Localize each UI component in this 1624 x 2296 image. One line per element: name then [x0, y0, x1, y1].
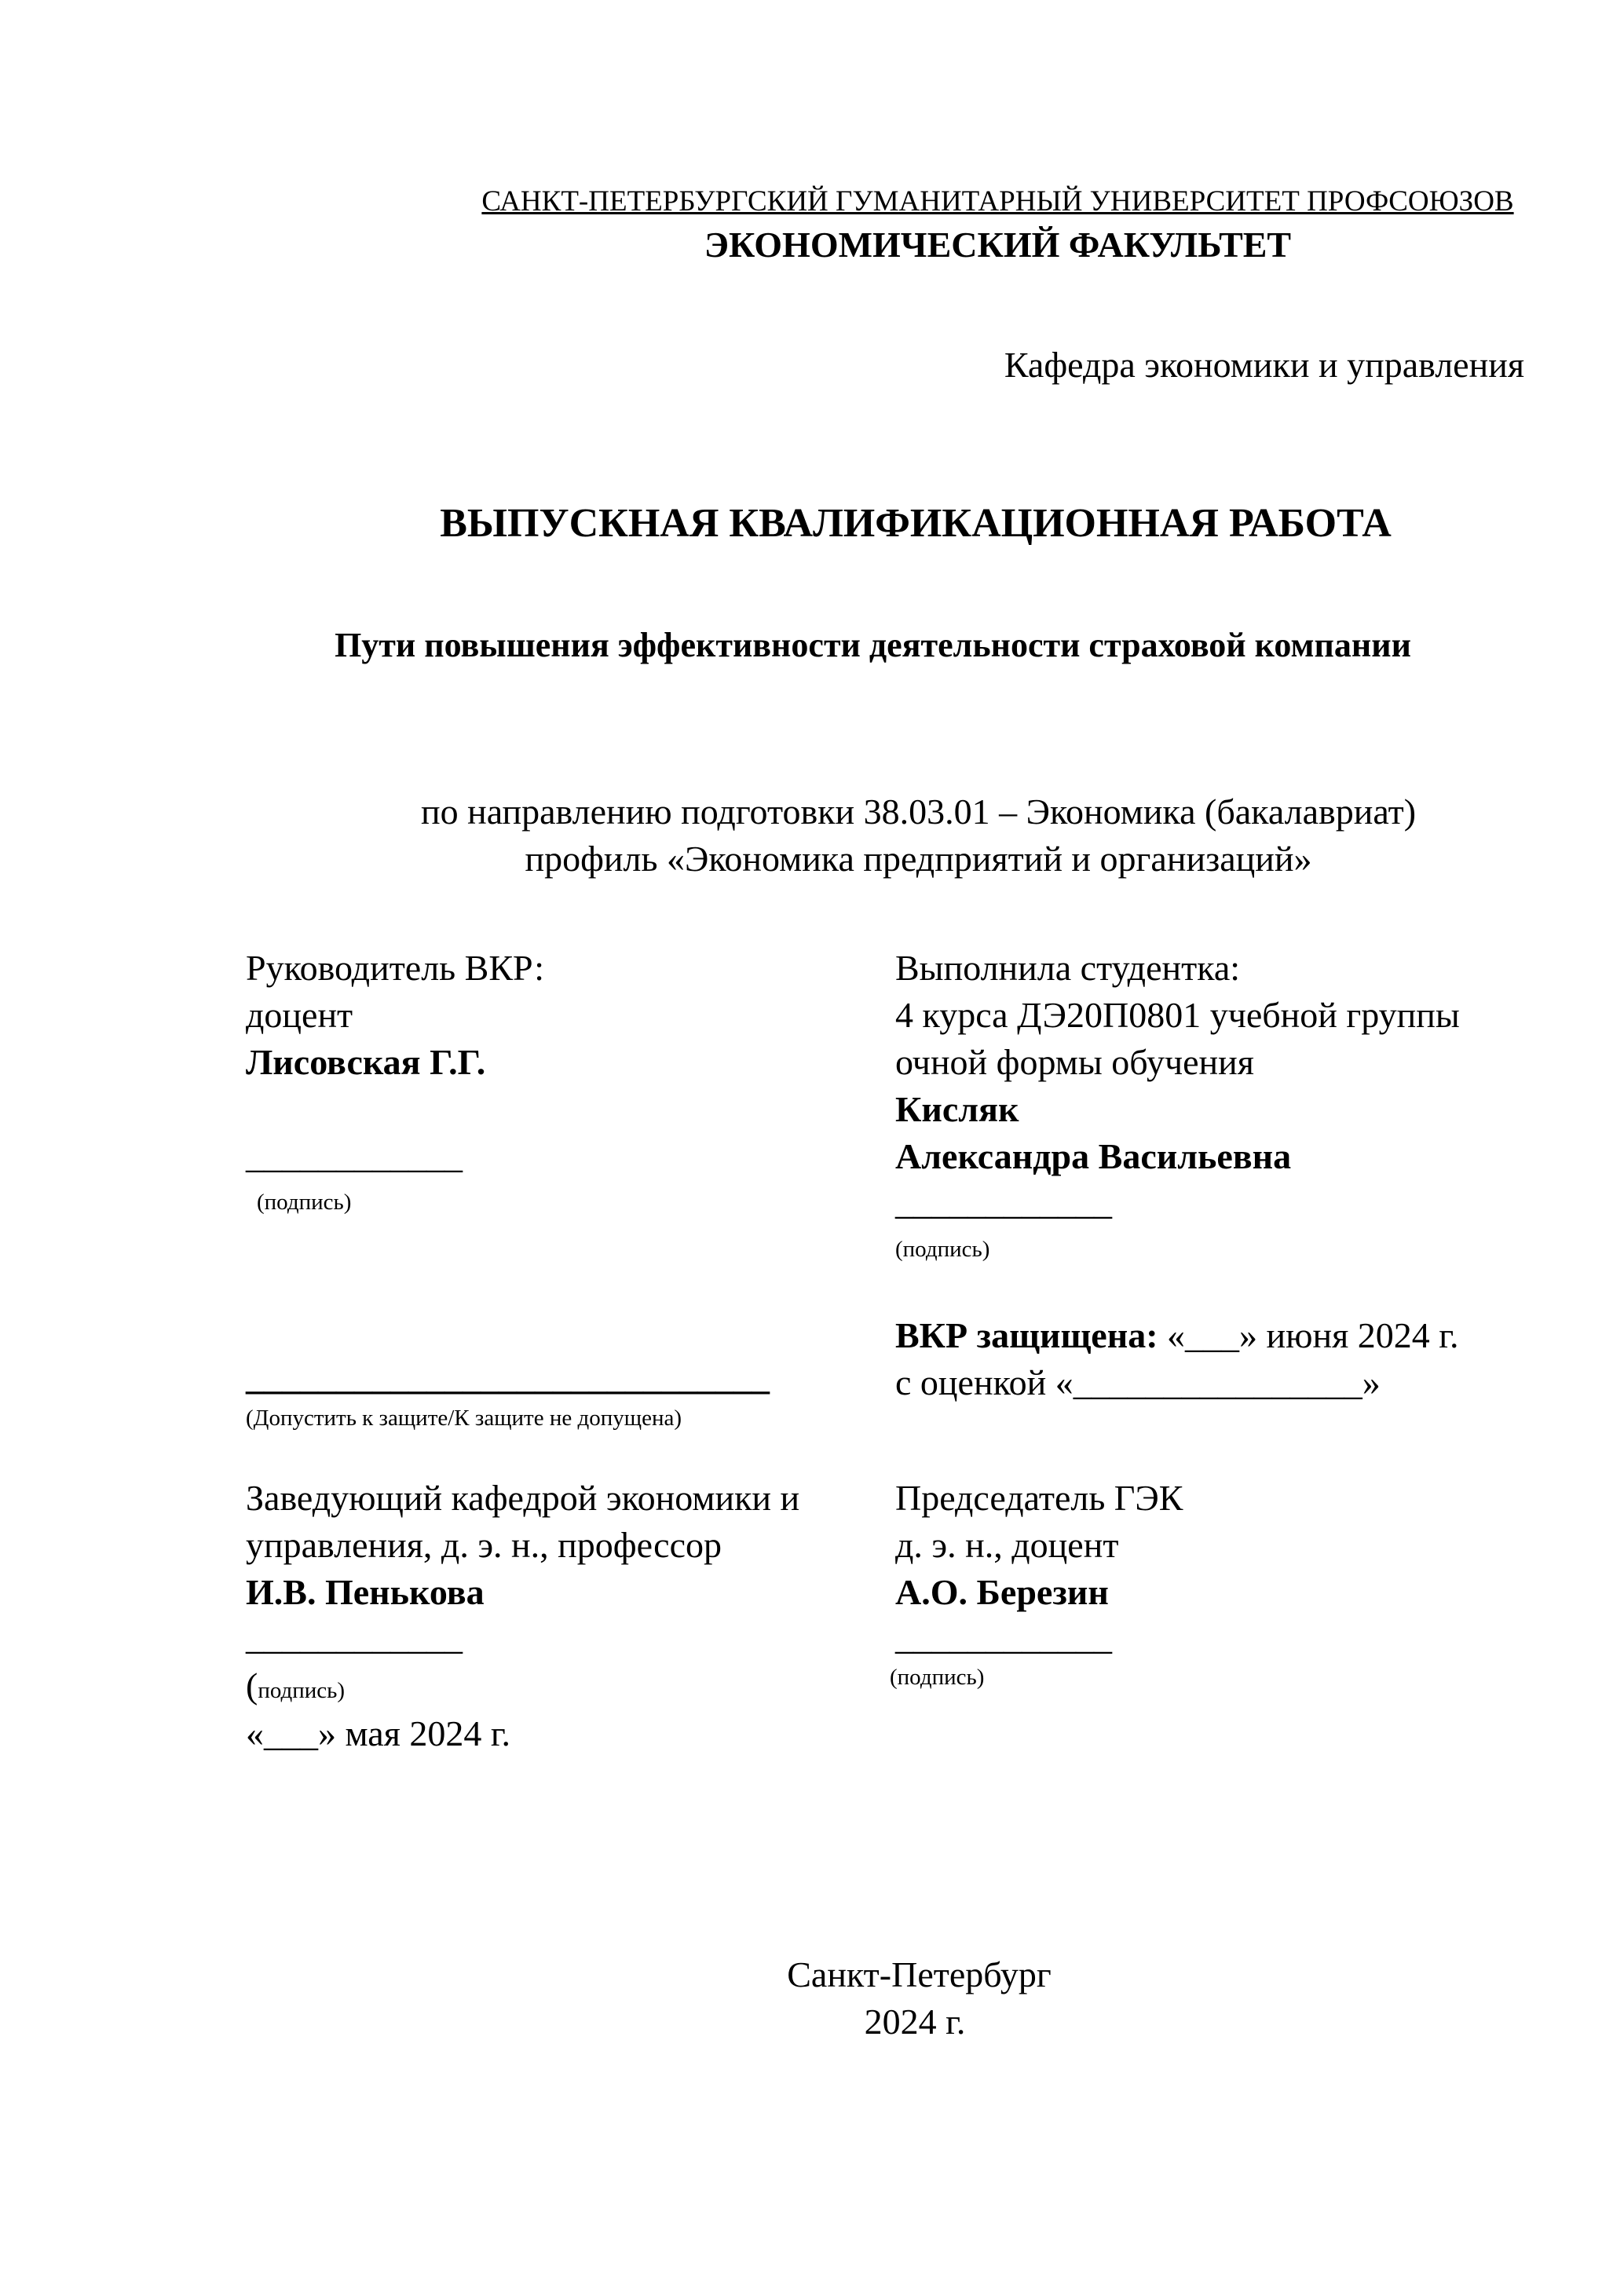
defense-block — [895, 1312, 1458, 1406]
footer-city: Санкт-Петербург — [787, 1954, 1052, 1994]
head-signature-text: подпись) — [258, 1678, 346, 1703]
student-signature-line: ____________ — [895, 1182, 1112, 1222]
student-form: очной формы обучения — [895, 1042, 1254, 1082]
defense-grade: с оценкой «________________» — [895, 1362, 1381, 1402]
student-given-names: Александра Васильевна — [895, 1136, 1292, 1176]
document-title: ВЫПУСКНАЯ КВАЛИФИКАЦИОННАЯ РАБОТА — [440, 501, 1392, 546]
study-direction — [0, 788, 1624, 883]
head-of-department-block — [246, 1475, 799, 1616]
thesis-topic: Пути повышения эффективности деятельности страховой компании — [335, 626, 1411, 664]
defense-date-line — [895, 1312, 1458, 1359]
supervisor-signature-line: ____________ — [246, 1135, 463, 1175]
supervisor-label: Руководитель ВКР: — [246, 948, 545, 988]
student-label: Выполнила студентка: — [895, 948, 1241, 988]
supervisor-signature-note: (подпись) — [257, 1190, 352, 1215]
direction-line: по направлению подготовки 38.03.01 – Экономика (бакалавриат) — [420, 792, 1417, 832]
student-group: 4 курса ДЭ20П0801 учебной группы — [895, 995, 1460, 1035]
faculty-name: ЭКОНОМИЧЕСКИЙ ФАКУЛЬТЕТ — [704, 225, 1292, 265]
admission-line: _____________________________ — [246, 1357, 770, 1397]
university-name: САНКТ-ПЕТЕРБУРГСКИЙ ГУМАНИТАРНЫЙ УНИВЕРСИТЕТ ПРОФСОЮЗОВ — [481, 185, 1514, 218]
department-name: Кафедра экономики и управления — [1004, 345, 1524, 385]
student-block — [895, 945, 1460, 1180]
gek-label: Председатель ГЭК — [895, 1478, 1183, 1518]
gek-position: д. э. н., доцент — [895, 1525, 1119, 1565]
defense-date: «___» июня 2024 г. — [1158, 1315, 1459, 1355]
supervisor-position: доцент — [246, 995, 353, 1035]
head-signature-paren: ( — [246, 1665, 258, 1706]
gek-signature-line: ____________ — [895, 1617, 1112, 1657]
profile-line: профиль «Экономика предприятий и организаций» — [525, 839, 1312, 879]
head-position-line2: управления, д. э. н., профессор — [246, 1525, 722, 1565]
defense-label: ВКР защищена: — [895, 1315, 1158, 1355]
head-position-line1: Заведующий кафедрой экономики и — [246, 1478, 800, 1518]
footer-year: 2024 г. — [864, 2002, 966, 2042]
head-signature-line: ____________ — [246, 1617, 463, 1657]
supervisor-block — [246, 945, 544, 1086]
gek-signature-note: (подпись) — [890, 1665, 985, 1690]
student-signature-note: (подпись) — [895, 1237, 990, 1262]
gek-name: А.О. Березин — [895, 1572, 1109, 1612]
gek-chairman-block — [895, 1475, 1183, 1616]
admission-note: (Допустить к защите/К защите не допущена) — [246, 1406, 682, 1431]
head-signature-note — [246, 1665, 345, 1706]
student-surname: Кисляк — [895, 1089, 1019, 1129]
supervisor-name: Лисовская Г.Г. — [246, 1042, 486, 1082]
head-approval-date: «___» мая 2024 г. — [246, 1713, 511, 1753]
head-name: И.В. Пенькова — [246, 1572, 485, 1612]
